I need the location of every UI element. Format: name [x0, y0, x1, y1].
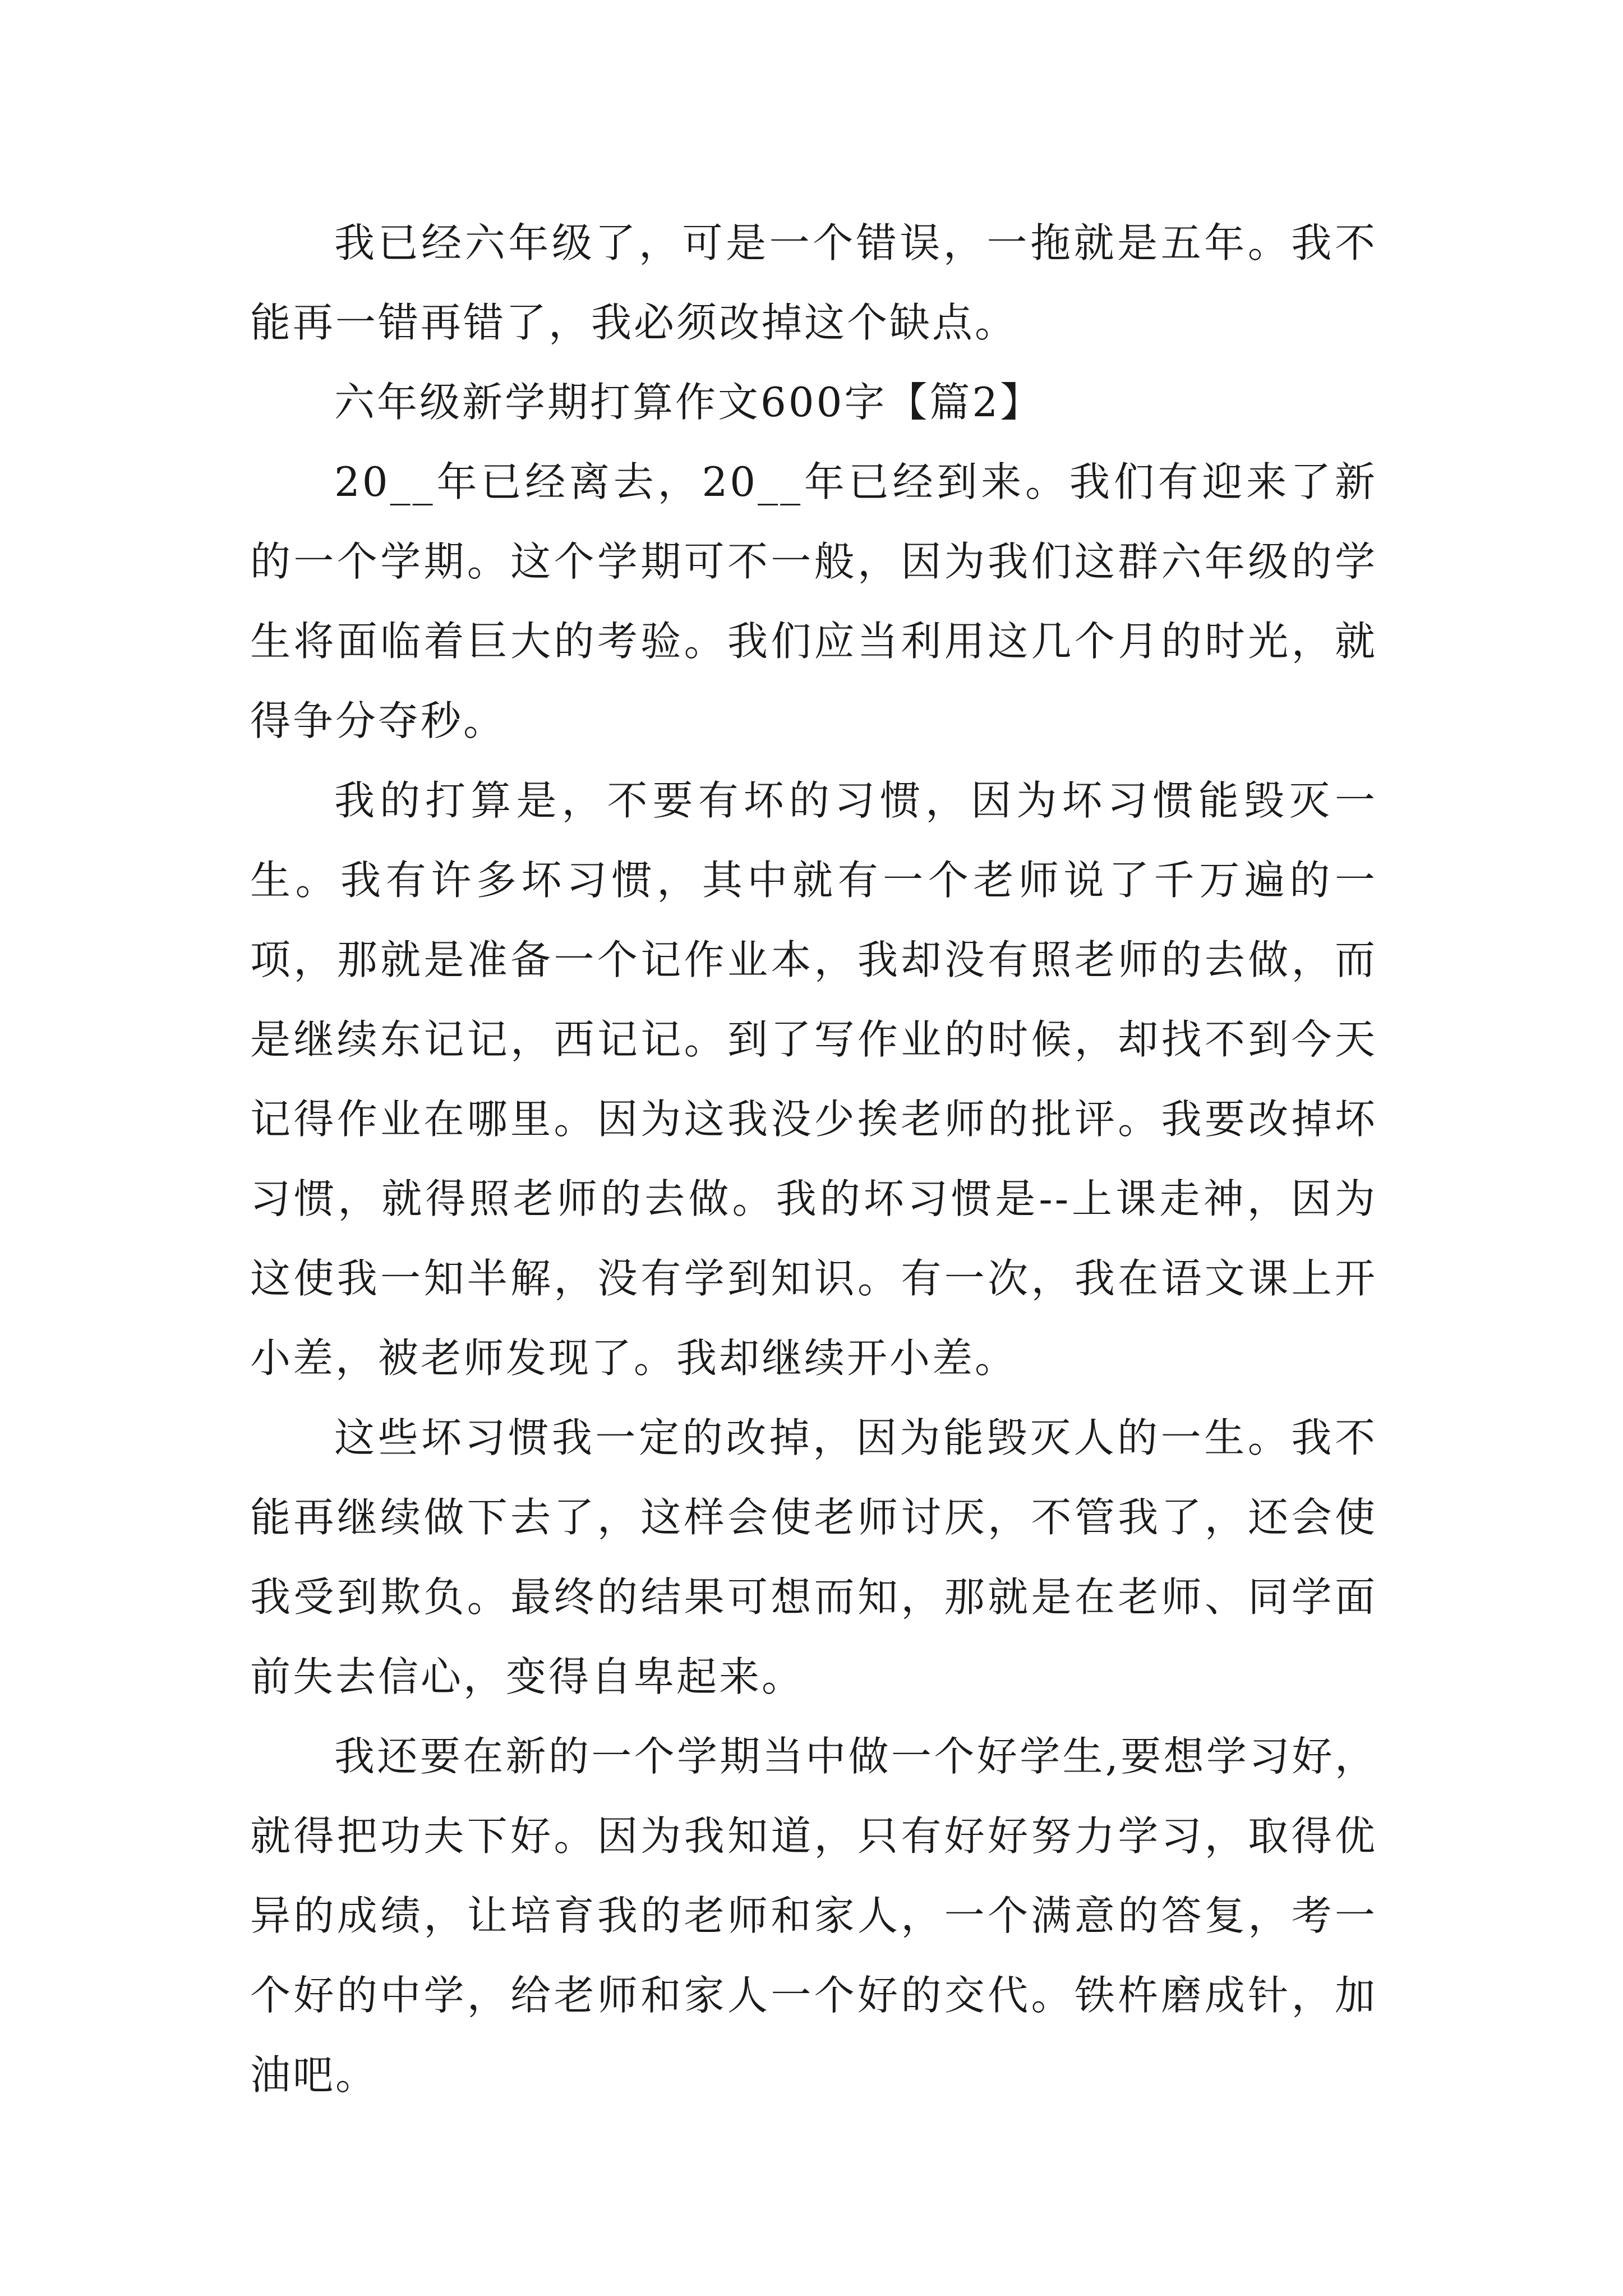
paragraph-5: 我还要在新的一个学期当中做一个好学生,要想学习好，就得把功夫下好。因为我知道，只有好好努力学习，取得优异的成绩，让培育我的老师和家人，一个满意的答复，考一个好的中学，给老师和家人一个好的交代。铁杵磨成针，加油吧。 [250, 1733, 1377, 2099]
paragraph-3: 我的打算是，不要有坏的习惯，因为坏习惯能毁灭一生。我有许多坏习惯，其中就有一个老师说了千万遍的一项，那就是准备一个记作业本，我却没有照老师的去做，而是继续东记记，西记记。到了写作业的时候，却找不到今天记得作业在哪里。因为这我没少挨老师的批评。我要改掉坏习惯，就得照老师的去做。我的坏习惯是--上课走神，因为这使我一知半解，没有学到知识。有一次，我在语文课上开小差，被老师发现了。我却继续开小差。 [250, 777, 1377, 1382]
paragraph-1: 我已经六年级了，可是一个错误，一拖就是五年。我不能再一错再错了，我必须改掉这个缺点。 [250, 219, 1377, 346]
document-body [250, 203, 1377, 2115]
paragraph-4: 这些坏习惯我一定的改掉，因为能毁灭人的一生。我不能再继续做下去了，这样会使老师讨厌，不管我了，还会使我受到欺负。最终的结果可想而知，那就是在老师、同学面前失去信心，变得自卑起来。 [250, 1414, 1377, 1700]
section-heading: 六年级新学期打算作文600字【篇2】 [334, 379, 1043, 426]
paragraph-2: 20__年已经离去，20__年已经到来。我们有迎来了新的一个学期。这个学期可不一般，因为我们这群六年级的学生将面临着巨大的考验。我们应当利用这几个月的时光，就得争分夺秒。 [250, 458, 1377, 744]
